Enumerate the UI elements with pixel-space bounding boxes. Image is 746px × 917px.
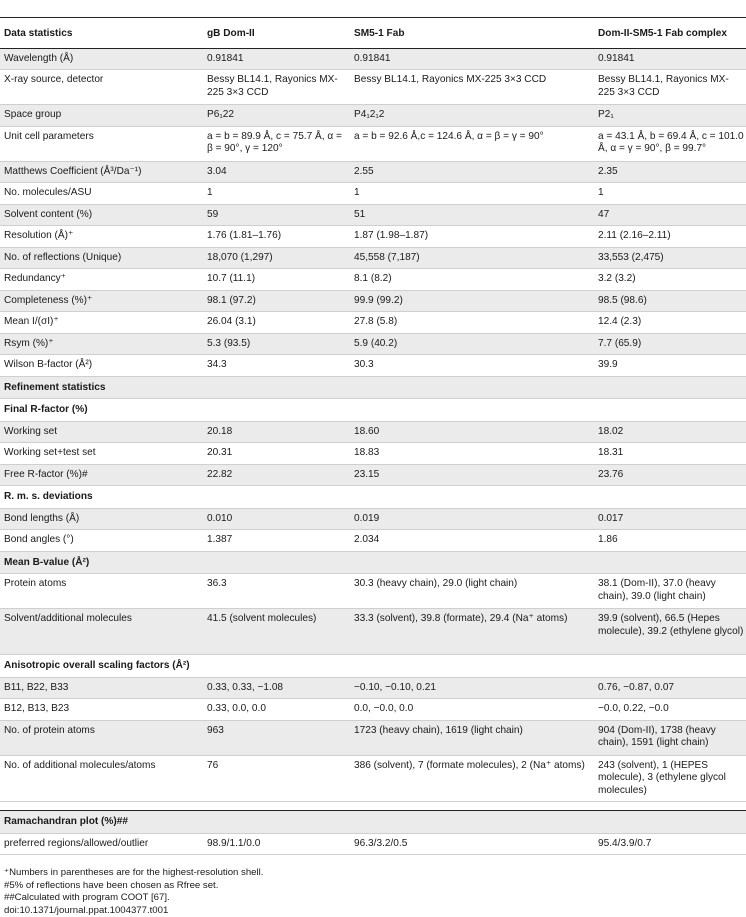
row-label: Solvent content (%) xyxy=(0,204,203,226)
table-row xyxy=(0,48,746,70)
cell: 0.33, 0.33, −1.08 xyxy=(203,677,350,699)
row-label: Bond lengths (Å) xyxy=(0,508,203,530)
cell: P2₁ xyxy=(594,105,746,127)
cell: 1 xyxy=(350,183,594,205)
data-table xyxy=(0,18,746,855)
cell: 18.83 xyxy=(350,443,594,465)
cell: Bessy BL14.1, Rayonics MX-225 3×3 CCD xyxy=(594,70,746,105)
row-label: Completeness (%)⁺ xyxy=(0,290,203,312)
cell: 386 (solvent), 7 (formate molecules), 2 (Na⁺ atoms) xyxy=(350,755,594,802)
cell: 0.91841 xyxy=(594,48,746,70)
doi: doi:10.1371/journal.ppat.1004377.t001 xyxy=(4,904,169,916)
cell: 18.31 xyxy=(594,443,746,465)
spacer-row xyxy=(0,802,746,811)
cell: 5.9 (40.2) xyxy=(350,333,594,355)
row-label: Mean I/(σI)⁺ xyxy=(0,312,203,334)
cell: 1.76 (1.81–1.76) xyxy=(203,226,350,248)
section-heading: Refinement statistics xyxy=(0,376,746,399)
row-label: Solvent/additional molecules xyxy=(0,609,203,655)
cell: 26.04 (3.1) xyxy=(203,312,350,334)
table-row xyxy=(0,247,746,269)
row-label: Wilson B-factor (Å²) xyxy=(0,355,203,377)
cell: 3.04 xyxy=(203,161,350,183)
table-row xyxy=(0,269,746,291)
table-row xyxy=(0,126,746,161)
cell: 2.11 (2.16–2.11) xyxy=(594,226,746,248)
col-header: Data statistics xyxy=(0,18,203,48)
cell: 33.3 (solvent), 39.8 (formate), 29.4 (Na⁺ atoms) xyxy=(350,609,594,655)
section-row xyxy=(0,399,746,422)
cell: 2.35 xyxy=(594,161,746,183)
table-row xyxy=(0,609,746,655)
cell: 47 xyxy=(594,204,746,226)
col-header: gB Dom-II xyxy=(203,18,350,48)
cell: 904 (Dom-II), 1738 (heavy chain), 1591 (light chain) xyxy=(594,720,746,755)
row-label: Wavelength (Å) xyxy=(0,48,203,70)
cell: 0.010 xyxy=(203,508,350,530)
table-row xyxy=(0,421,746,443)
section-heading: Anisotropic overall scaling factors (Å²) xyxy=(0,655,746,678)
col-header: SM5-1 Fab xyxy=(350,18,594,48)
row-label: No. of additional molecules/atoms xyxy=(0,755,203,802)
cell: 2.55 xyxy=(350,161,594,183)
col-header: Dom-II-SM5-1 Fab complex xyxy=(594,18,746,48)
cell: 8.1 (8.2) xyxy=(350,269,594,291)
cell: 39.9 (solvent), 66.5 (Hepes molecule), 39.2 (ethylene glycol) xyxy=(594,609,746,655)
cell: 45,558 (7,187) xyxy=(350,247,594,269)
cell: 30.3 (heavy chain), 29.0 (light chain) xyxy=(350,574,594,609)
cell: 0.91841 xyxy=(203,48,350,70)
row-label: Rsym (%)⁺ xyxy=(0,333,203,355)
cell: 34.3 xyxy=(203,355,350,377)
header-row xyxy=(0,18,746,48)
section-heading: R. m. s. deviations xyxy=(0,486,746,509)
cell: 1.86 xyxy=(594,530,746,552)
table-row xyxy=(0,105,746,127)
table-row xyxy=(0,183,746,205)
table-row xyxy=(0,677,746,699)
cell: P6₁22 xyxy=(203,105,350,127)
row-label: Working set xyxy=(0,421,203,443)
row-label: X-ray source, detector xyxy=(0,70,203,105)
section-heading: Final R-factor (%) xyxy=(0,399,746,422)
row-label: No. molecules/ASU xyxy=(0,183,203,205)
table-row xyxy=(0,755,746,802)
section-heading: Mean B-value (Å²) xyxy=(0,551,746,574)
cell: 1 xyxy=(594,183,746,205)
table-row xyxy=(0,508,746,530)
section-row xyxy=(0,551,746,574)
table-row xyxy=(0,464,746,486)
row-label: No. of reflections (Unique) xyxy=(0,247,203,269)
cell: a = b = 92.6 Å,c = 124.6 Å, α = β = γ = 90° xyxy=(350,126,594,161)
cell: 1.387 xyxy=(203,530,350,552)
cell: −0.10, −0.10, 0.21 xyxy=(350,677,594,699)
row-label: Matthews Coefficient (Å³/Da⁻¹) xyxy=(0,161,203,183)
cell: 963 xyxy=(203,720,350,755)
cell: 41.5 (solvent molecules) xyxy=(203,609,350,655)
cell: 76 xyxy=(203,755,350,802)
cell: 0.0, −0.0, 0.0 xyxy=(350,699,594,721)
cell: 30.3 xyxy=(350,355,594,377)
cell: 1 xyxy=(203,183,350,205)
cell: 0.76, −0.87, 0.07 xyxy=(594,677,746,699)
cell: 39.9 xyxy=(594,355,746,377)
table-row xyxy=(0,161,746,183)
row-label: No. of protein atoms xyxy=(0,720,203,755)
row-label: Space group xyxy=(0,105,203,127)
row-label: Resolution (Å)⁺ xyxy=(0,226,203,248)
table-row xyxy=(0,204,746,226)
cell: 243 (solvent), 1 (HEPES molecule), 3 (ethylene glycol molecules) xyxy=(594,755,746,802)
cell: 36.3 xyxy=(203,574,350,609)
cell: 5.3 (93.5) xyxy=(203,333,350,355)
table-row xyxy=(0,530,746,552)
cell: 95.4/3.9/0.7 xyxy=(594,833,746,855)
row-label: preferred regions/allowed/outlier xyxy=(0,833,203,855)
table-row xyxy=(0,720,746,755)
cell: a = b = 89.9 Å, c = 75.7 Å, α = β = 90°, γ = 120° xyxy=(203,126,350,161)
table-row xyxy=(0,833,746,855)
cell: 33,553 (2,475) xyxy=(594,247,746,269)
cell: 22.82 xyxy=(203,464,350,486)
cell: 98.1 (97.2) xyxy=(203,290,350,312)
footnotes xyxy=(0,867,746,917)
cell: 99.9 (99.2) xyxy=(350,290,594,312)
cell: 7.7 (65.9) xyxy=(594,333,746,355)
cell: 18.60 xyxy=(350,421,594,443)
cell: Bessy BL14.1, Rayonics MX-225 3×3 CCD xyxy=(203,70,350,105)
cell: 59 xyxy=(203,204,350,226)
footnote: ##Calculated with program COOT [67]. xyxy=(4,892,170,904)
table-row xyxy=(0,290,746,312)
table-row xyxy=(0,333,746,355)
row-label: Protein atoms xyxy=(0,574,203,609)
cell: 23.76 xyxy=(594,464,746,486)
row-label: B11, B22, B33 xyxy=(0,677,203,699)
cell: 51 xyxy=(350,204,594,226)
row-label: B12, B13, B23 xyxy=(0,699,203,721)
cell: 20.31 xyxy=(203,443,350,465)
cell: 10.7 (11.1) xyxy=(203,269,350,291)
footnote: ⁺Numbers in parentheses are for the highest-resolution shell. xyxy=(4,867,264,878)
table-row xyxy=(0,574,746,609)
row-label: Working set+test set xyxy=(0,443,203,465)
cell: 0.017 xyxy=(594,508,746,530)
row-label: Redundancy⁺ xyxy=(0,269,203,291)
cell: Bessy BL14.1, Rayonics MX-225 3×3 CCD xyxy=(350,70,594,105)
cell: 0.33, 0.0, 0.0 xyxy=(203,699,350,721)
cell: a = 43.1 Å, b = 69.4 Å, c = 101.0 Å, α = γ = 90°, β = 99.7° xyxy=(594,126,746,161)
cell: 3.2 (3.2) xyxy=(594,269,746,291)
section-row xyxy=(0,486,746,509)
section-row xyxy=(0,655,746,678)
row-label: Unit cell parameters xyxy=(0,126,203,161)
cell: 18.02 xyxy=(594,421,746,443)
row-label: Free R-factor (%)# xyxy=(0,464,203,486)
section-row xyxy=(0,811,746,834)
cell: 98.5 (98.6) xyxy=(594,290,746,312)
cell: 12.4 (2.3) xyxy=(594,312,746,334)
table-row xyxy=(0,443,746,465)
cell: 23.15 xyxy=(350,464,594,486)
cell: 0.91841 xyxy=(350,48,594,70)
table-row xyxy=(0,355,746,377)
cell: 38.1 (Dom-II), 37.0 (heavy chain), 39.0 (light chain) xyxy=(594,574,746,609)
table-row xyxy=(0,312,746,334)
table-row xyxy=(0,699,746,721)
section-row xyxy=(0,376,746,399)
cell: 96.3/3.2/0.5 xyxy=(350,833,594,855)
cell: 27.8 (5.8) xyxy=(350,312,594,334)
section-heading: Ramachandran plot (%)## xyxy=(0,811,746,834)
cell: 1723 (heavy chain), 1619 (light chain) xyxy=(350,720,594,755)
cell: 20.18 xyxy=(203,421,350,443)
cell: −0.0, 0.22, −0.0 xyxy=(594,699,746,721)
row-label: Bond angles (°) xyxy=(0,530,203,552)
cell: P4₁2₁2 xyxy=(350,105,594,127)
cell: 1.87 (1.98–1.87) xyxy=(350,226,594,248)
footnote: #5% of reflections have been chosen as Rfree set. xyxy=(4,879,219,891)
table-row xyxy=(0,226,746,248)
cell: 18,070 (1,297) xyxy=(203,247,350,269)
cell: 0.019 xyxy=(350,508,594,530)
cell: 2.034 xyxy=(350,530,594,552)
table-row xyxy=(0,70,746,105)
cell: 98.9/1.1/0.0 xyxy=(203,833,350,855)
